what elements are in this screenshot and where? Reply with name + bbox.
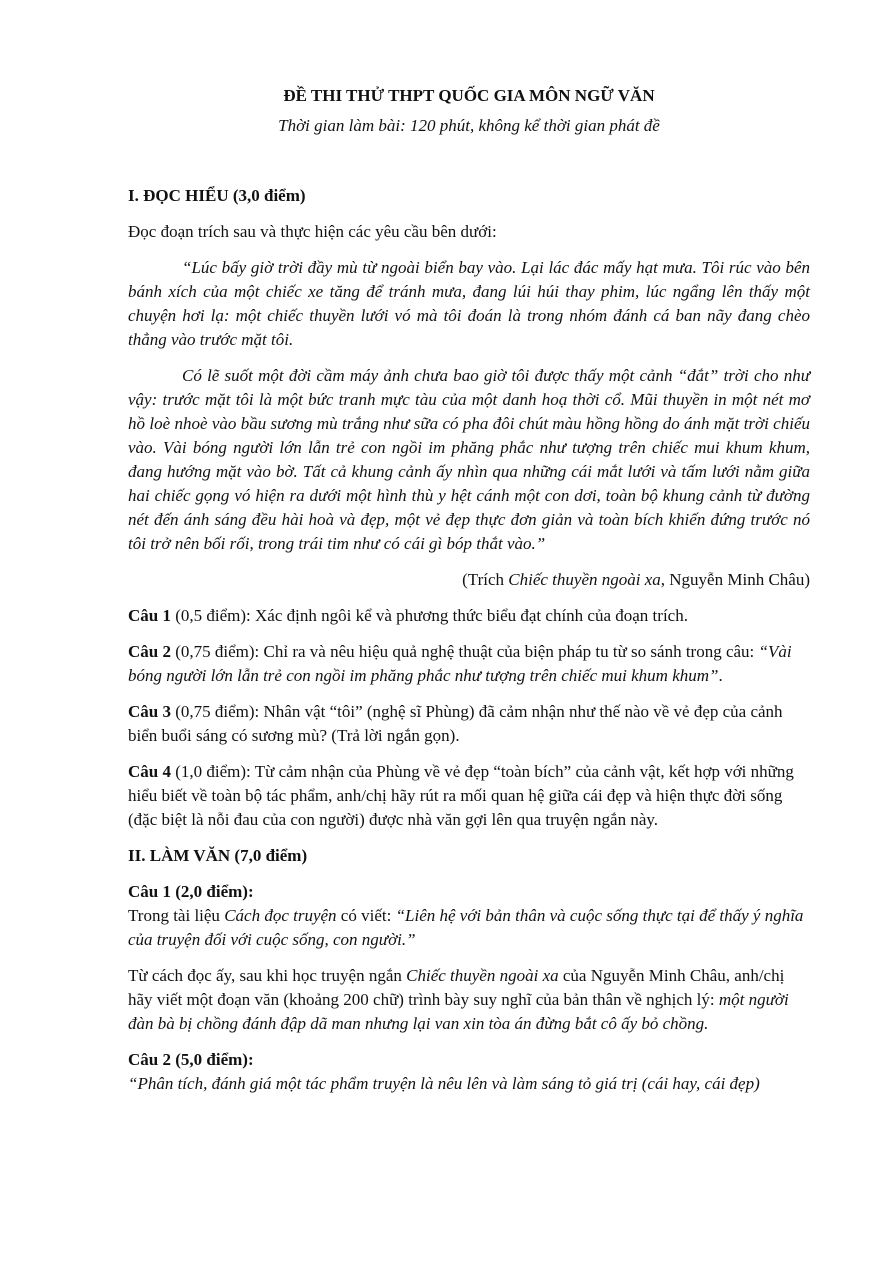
question-text: (0,75 điểm): Chỉ ra và nêu hiệu quả nghệ thuật của biện pháp tu từ so sánh trong câu: [170, 642, 759, 661]
passage-paragraph-1: “Lúc bấy giờ trời đầy mù từ ngoài biển bay vào. Lại lác đác mấy hạt mưa. Tôi rúc vào bên bánh xích của một chiếc xe tăng để tránh mưa, đang lúi húi thay phim, lúc ngẩng lên thấy một chuyện hơi lạ: một chiếc thuyền lưới vó mà tôi đoán là trong nhóm đánh cá ban nãy đang chèo thẳng vào trước mặt tôi. [128, 258, 810, 349]
writing-question-2 [128, 1048, 810, 1096]
exam-title: ĐỀ THI THỬ THPT QUỐC GIA MÔN NGỮ VĂN [283, 86, 655, 105]
prompt-prefix: Trong tài liệu [128, 906, 225, 925]
question-quote: “Vài bóng người lớn lẫn trẻ con ngồi im phăng phắc như tượng trên chiếc mui khum khum” [128, 642, 792, 685]
question-label: Câu 1 [128, 606, 171, 625]
question-text: (0,5 điểm): Xác định ngôi kể và phương thức biểu đạt chính của đoạn trích. [170, 606, 688, 625]
task-work: Chiếc thuyền ngoài xa [406, 966, 559, 985]
citation-prefix: (Trích [462, 570, 509, 589]
question-tail: . [718, 666, 723, 685]
citation-suffix: , Nguyễn Minh Châu) [660, 570, 810, 589]
citation-work: Chiếc thuyền ngoài xa [508, 570, 661, 589]
prompt-mid: có viết: [336, 906, 396, 925]
writing-q1-task [128, 964, 810, 1036]
task-prefix: Từ cách đọc ấy, sau khi học truyện ngắn [128, 966, 407, 985]
question-1 [128, 604, 810, 628]
question-label: Câu 2 [128, 642, 171, 661]
passage-paragraph-2: Có lẽ suốt một đời cầm máy ảnh chưa bao giờ tôi được thấy một cảnh “đắt” trời cho như vậy: trước mặt tôi là một bức tranh mực tàu của một danh hoạ thời cổ. Mũi thuyền in một nét mơ hồ loè nhoè vào bầu sương mù trắng như sữa có pha đôi chút màu hồng hồng do ánh mặt trời chiếu vào. Vài bóng người lớn lẫn trẻ con ngồi im phăng phắc như tượng trên chiếc mui khum khum, đang hướng mặt vào bờ. Tất cả khung cảnh ấy nhìn qua những cái mắt lưới và tấm lưới nằm giữa hai chiếc gọng vó hiện ra dưới một hình thù y hệt cánh một con dơi, toàn bộ khung cảnh từ đường nét đến ánh sáng đều hài hoà và đẹp, một vẻ đẹp thực đơn giản và toàn bích khiến đứng trước nó tôi trở nên bối rối, trong trái tim như có cái gì bóp thắt vào.” [128, 366, 810, 553]
prompt-doc-title: Cách đọc truyện [224, 906, 337, 925]
writing-q2-label: Câu 2 (5,0 điểm): [128, 1050, 254, 1069]
task-italic: một người đàn bà bị chồng đánh đập dã man nhưng lại van xin tòa án đừng bắt cô ấy bỏ chồng. [128, 990, 789, 1033]
writing-q1-prompt [128, 904, 810, 952]
prompt-quote: “Liên hệ với bản thân và cuộc sống thực tại để thấy ý nghĩa của truyện đối với cuộc sống, con người.” [128, 906, 804, 949]
writing-q1-label: Câu 1 (2,0 điểm): [128, 882, 254, 901]
question-2 [128, 640, 810, 688]
exam-subtitle: Thời gian làm bài: 120 phút, không kể thời gian phát đề [278, 116, 660, 135]
reading-instruction: Đọc đoạn trích sau và thực hiện các yêu cầu bên dưới: [128, 222, 497, 241]
question-4 [128, 760, 810, 832]
writing-q2-quote: “Phân tích, đánh giá một tác phẩm truyện là nêu lên và làm sáng tỏ giá trị (cái hay, cái đẹp) [128, 1074, 760, 1093]
exam-page [128, 84, 810, 1108]
question-label: Câu 4 [128, 762, 171, 781]
question-3 [128, 700, 810, 748]
passage-citation [128, 568, 810, 592]
task-mid: của Nguyễn Minh Châu, anh/chị hãy viết một đoạn văn (khoảng 200 chữ) trình bày suy nghĩ của bản thân về nghịch lý: [128, 966, 785, 1009]
question-text: (0,75 điểm): Nhân vật “tôi” (nghệ sĩ Phùng) đã cảm nhận như thế nào về vẻ đẹp của cảnh biển buổi sáng có sương mù? (Trả lời ngắn gọn). [128, 702, 783, 745]
writing-question-1 [128, 880, 810, 952]
question-text: (1,0 điểm): Từ cảm nhận của Phùng về vẻ đẹp “toàn bích” của cảnh vật, kết hợp với những hiểu biết về toàn bộ tác phẩm, anh/chị hãy rút ra mối quan hệ giữa cái đẹp và hiện thực đời sống (đặc biệt là nỗi đau của con người) được nhà văn gợi lên qua truyện ngắn này. [128, 762, 794, 829]
question-label: Câu 3 [128, 702, 171, 721]
section-reading-heading: I. ĐỌC HIỂU (3,0 điểm) [128, 186, 306, 205]
section-writing-heading: II. LÀM VĂN (7,0 điểm) [128, 846, 308, 865]
